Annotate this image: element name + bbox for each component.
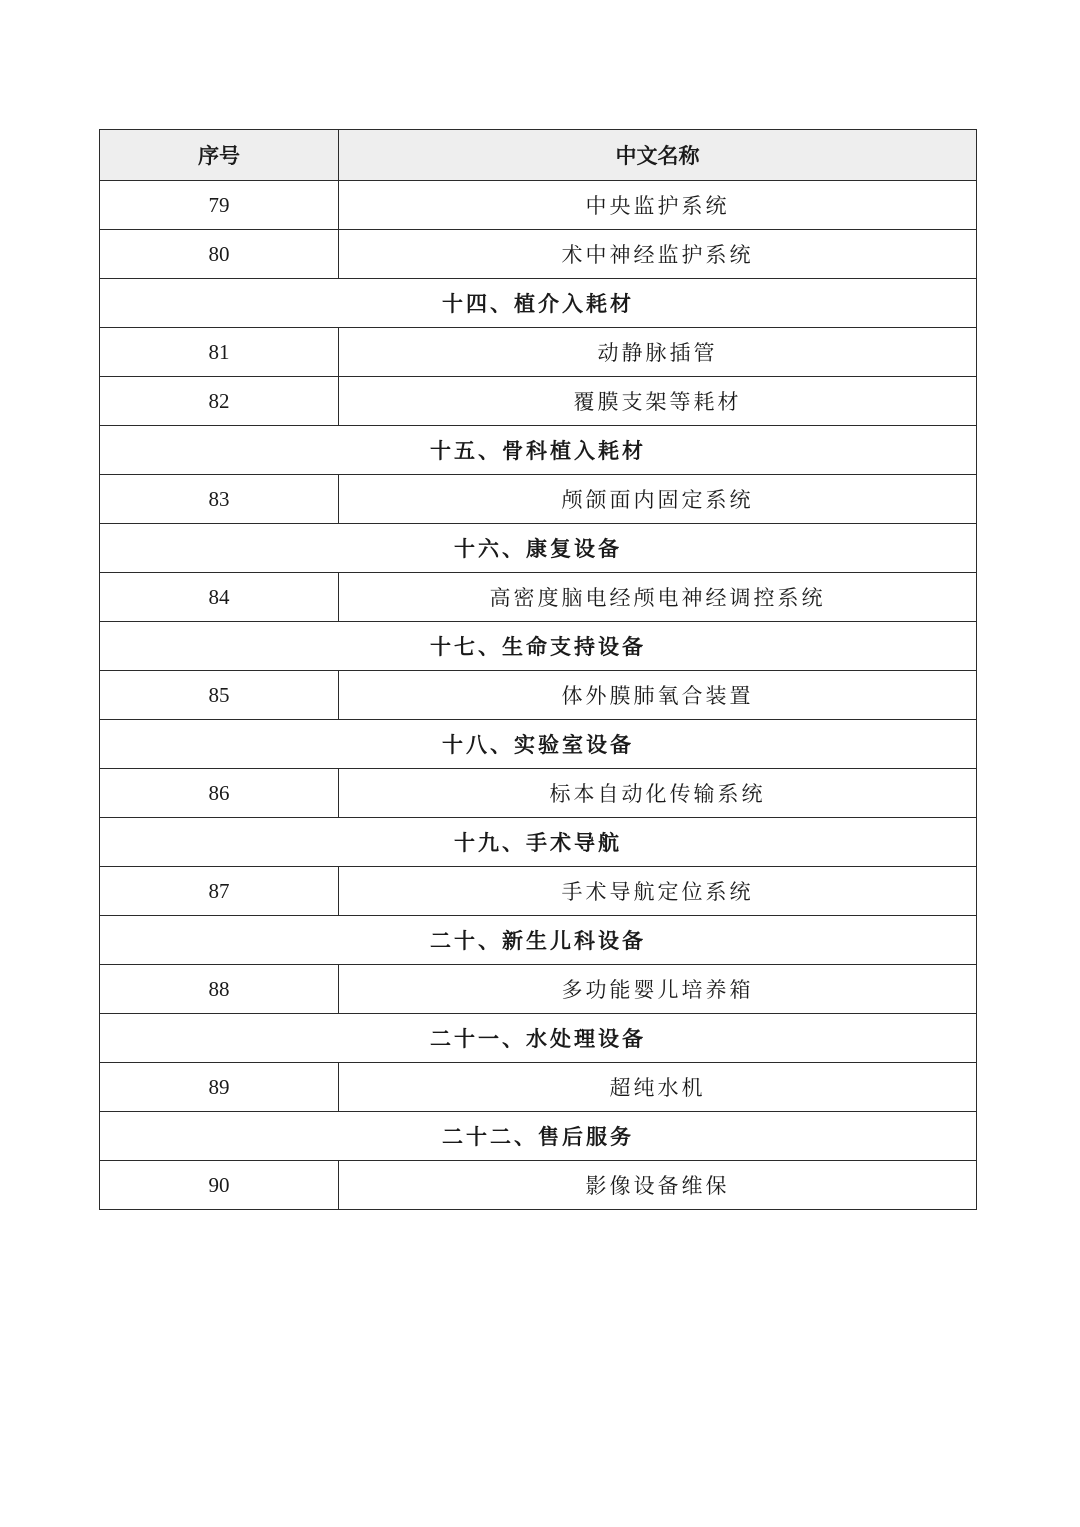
table-row [100,377,977,426]
table-row [100,867,977,916]
serial-number-cell: 82 [100,377,339,426]
header-chinese-name: 中文名称 [339,130,977,181]
item-name: 覆膜支架等耗材 [573,390,742,414]
section-title: 二十二、售后服务 [100,1112,977,1161]
section-row [100,622,977,671]
section-row [100,524,977,573]
serial-number-cell: 86 [100,769,339,818]
table-header [100,130,977,181]
item-name-cell [339,1063,977,1112]
table-row [100,671,977,720]
item-name: 中央监护系统 [585,194,730,218]
equipment-table [99,129,977,1210]
item-name-cell [339,573,977,622]
serial-number-cell: 79 [100,181,339,230]
item-name-cell [339,230,977,279]
table-row [100,1161,977,1210]
section-row [100,720,977,769]
item-name: 多功能婴儿培养箱 [561,978,754,1002]
table-row [100,328,977,377]
serial-number-cell: 88 [100,965,339,1014]
item-name: 超纯水机 [609,1076,706,1100]
item-name: 动静脉插管 [597,341,718,365]
table-row [100,181,977,230]
serial-number-cell: 84 [100,573,339,622]
item-name-cell [339,475,977,524]
serial-number-cell: 81 [100,328,339,377]
header-serial-number: 序号 [100,130,339,181]
item-name-cell [339,181,977,230]
serial-number-cell: 80 [100,230,339,279]
section-title: 十八、实验室设备 [100,720,977,769]
item-name: 颅颌面内固定系统 [561,488,754,512]
table-body [100,181,977,1210]
item-name: 手术导航定位系统 [561,880,754,904]
item-name-cell [339,769,977,818]
table-row [100,1063,977,1112]
serial-number-cell: 90 [100,1161,339,1210]
section-row [100,1014,977,1063]
section-row [100,818,977,867]
section-row [100,279,977,328]
serial-number-cell: 85 [100,671,339,720]
item-name-cell [339,377,977,426]
table-row [100,769,977,818]
item-name-cell [339,328,977,377]
section-row [100,1112,977,1161]
section-title: 十七、生命支持设备 [100,622,977,671]
item-name: 术中神经监护系统 [561,243,754,267]
section-title: 二十、新生儿科设备 [100,916,977,965]
item-name: 体外膜肺氧合装置 [561,684,754,708]
item-name: 高密度脑电经颅电神经调控系统 [489,586,826,610]
serial-number-cell: 83 [100,475,339,524]
serial-number-cell: 89 [100,1063,339,1112]
section-row [100,916,977,965]
item-name-cell [339,965,977,1014]
section-row [100,426,977,475]
item-name-cell [339,671,977,720]
section-title: 二十一、水处理设备 [100,1014,977,1063]
item-name: 标本自动化传输系统 [549,782,766,806]
section-title: 十九、手术导航 [100,818,977,867]
serial-number-cell: 87 [100,867,339,916]
item-name-cell [339,1161,977,1210]
table-row [100,475,977,524]
item-name-cell [339,867,977,916]
header-row [100,130,977,181]
section-title: 十五、骨科植入耗材 [100,426,977,475]
section-title: 十六、康复设备 [100,524,977,573]
section-title: 十四、植介入耗材 [100,279,977,328]
item-name: 影像设备维保 [585,1174,730,1198]
table-row [100,965,977,1014]
table-row [100,573,977,622]
table-row [100,230,977,279]
